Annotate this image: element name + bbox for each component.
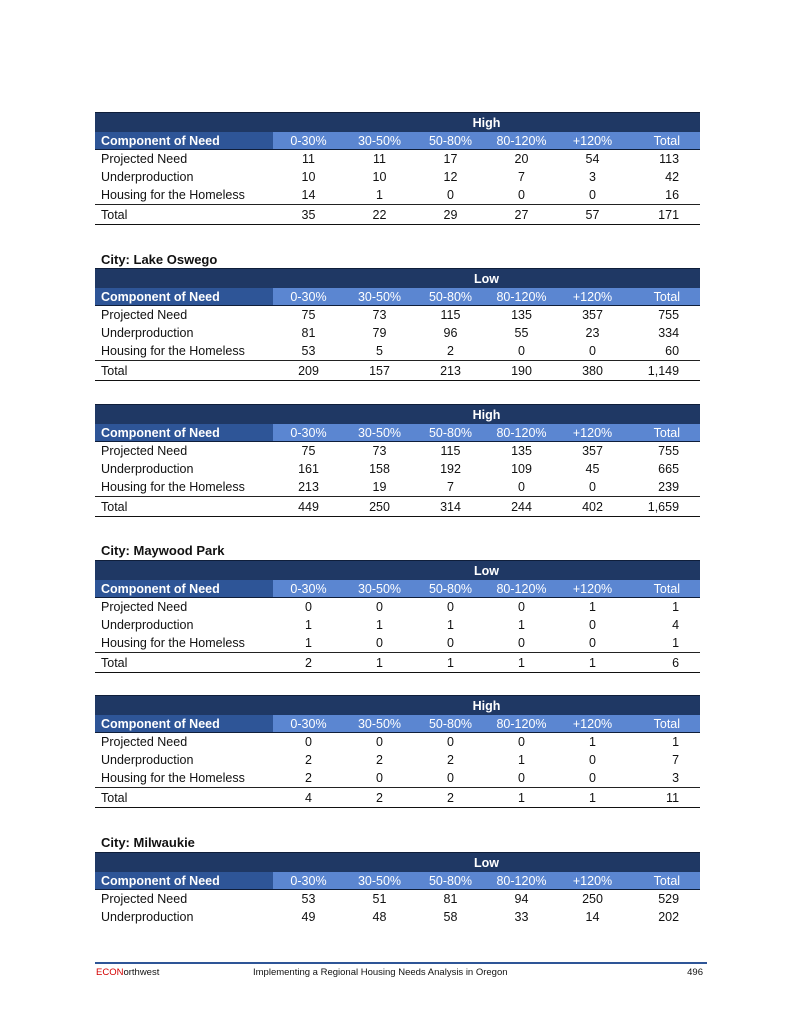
cell-total: 1,149 bbox=[628, 361, 700, 381]
cell-total: 529 bbox=[658, 892, 680, 906]
cell-total: 3 bbox=[628, 769, 700, 788]
cell-total: 4 bbox=[672, 618, 680, 632]
cell: 2 bbox=[415, 788, 486, 808]
table-row-total bbox=[95, 497, 700, 517]
table-row bbox=[95, 306, 700, 325]
band-label: Low bbox=[273, 561, 700, 581]
cell: 0 bbox=[589, 753, 596, 767]
cell: 0 bbox=[344, 634, 415, 653]
cell: 12 bbox=[443, 170, 458, 184]
cell-total: 60 bbox=[628, 342, 700, 361]
cell-total: 665 bbox=[658, 462, 680, 476]
cell: 0 bbox=[305, 600, 312, 614]
cell-total: 1 bbox=[628, 634, 700, 653]
row-label: Housing for the Homeless bbox=[95, 342, 273, 361]
cell: 192 bbox=[440, 462, 461, 476]
cell: 161 bbox=[298, 462, 319, 476]
row-label: Total bbox=[95, 788, 273, 808]
cell: 1 bbox=[376, 618, 383, 632]
header-50-80: 50-80% bbox=[415, 580, 486, 598]
cell-total: 755 bbox=[658, 308, 680, 322]
cell: 0 bbox=[557, 769, 628, 788]
cell: 20 bbox=[514, 152, 529, 166]
cell-total: 7 bbox=[672, 753, 680, 767]
header-0-30: 0-30% bbox=[273, 715, 344, 733]
cell: 17 bbox=[443, 152, 458, 166]
cell: 10 bbox=[372, 170, 387, 184]
housing-need-table bbox=[95, 268, 700, 381]
row-label: Total bbox=[95, 497, 273, 517]
cell: 57 bbox=[557, 205, 628, 225]
cell-total: 755 bbox=[658, 444, 680, 458]
cell: 0 bbox=[557, 186, 628, 205]
cell: 1 bbox=[447, 618, 454, 632]
housing-need-table bbox=[95, 404, 700, 517]
cell: 0 bbox=[415, 634, 486, 653]
table-row bbox=[95, 890, 700, 909]
header-0-30: 0-30% bbox=[273, 288, 344, 306]
cell: 1 bbox=[557, 788, 628, 808]
row-label: Projected Need bbox=[101, 152, 188, 166]
cell-total: 334 bbox=[658, 326, 680, 340]
cell: 1 bbox=[273, 634, 344, 653]
header-0-30: 0-30% bbox=[273, 872, 344, 890]
cell: 0 bbox=[557, 342, 628, 361]
cell: 1 bbox=[344, 653, 415, 673]
cell: 49 bbox=[301, 910, 316, 924]
cell: 96 bbox=[443, 326, 458, 340]
cell: 357 bbox=[582, 308, 603, 322]
cell: 19 bbox=[344, 478, 415, 497]
cell: 2 bbox=[415, 342, 486, 361]
header-80-120: 80-120% bbox=[486, 715, 557, 733]
table-row bbox=[95, 324, 700, 342]
table-row-total bbox=[95, 205, 700, 225]
table-row bbox=[95, 442, 700, 461]
cell: 0 bbox=[376, 600, 383, 614]
housing-need-table bbox=[95, 560, 700, 673]
cell: 2 bbox=[305, 753, 312, 767]
header-component: Component of Need bbox=[95, 580, 273, 598]
cell: 33 bbox=[514, 910, 529, 924]
housing-need-table bbox=[95, 695, 700, 808]
cell: 1 bbox=[344, 186, 415, 205]
row-label: Underproduction bbox=[101, 326, 194, 340]
cell: 79 bbox=[372, 326, 387, 340]
cell: 314 bbox=[415, 497, 486, 517]
cell: 0 bbox=[376, 735, 383, 749]
cell: 402 bbox=[557, 497, 628, 517]
cell: 81 bbox=[443, 892, 458, 906]
table-row-total bbox=[95, 653, 700, 673]
table-row bbox=[95, 460, 700, 478]
header-120-plus: +120% bbox=[557, 132, 628, 150]
cell: 190 bbox=[486, 361, 557, 381]
cell: 250 bbox=[582, 892, 603, 906]
header-120-plus: +120% bbox=[557, 580, 628, 598]
header-50-80: 50-80% bbox=[415, 872, 486, 890]
cell: 250 bbox=[344, 497, 415, 517]
cell: 55 bbox=[514, 326, 529, 340]
city-heading: City: Maywood Park bbox=[101, 543, 225, 558]
cell: 51 bbox=[372, 892, 387, 906]
cell-total: 42 bbox=[665, 170, 680, 184]
cell-total: 1 bbox=[672, 600, 680, 614]
row-label: Underproduction bbox=[101, 618, 194, 632]
table-row bbox=[95, 342, 700, 361]
row-label: Projected Need bbox=[101, 735, 188, 749]
table-row bbox=[95, 769, 700, 788]
cell: 10 bbox=[301, 170, 316, 184]
header-component: Component of Need bbox=[95, 715, 273, 733]
row-label: Projected Need bbox=[101, 308, 188, 322]
header-total: Total bbox=[628, 580, 700, 598]
housing-need-table bbox=[95, 852, 700, 926]
header-120-plus: +120% bbox=[557, 872, 628, 890]
cell: 357 bbox=[582, 444, 603, 458]
cell: 135 bbox=[511, 444, 532, 458]
header-0-30: 0-30% bbox=[273, 424, 344, 442]
cell: 2 bbox=[344, 788, 415, 808]
header-total: Total bbox=[628, 132, 700, 150]
cell-total: 11 bbox=[628, 788, 700, 808]
header-120-plus: +120% bbox=[557, 288, 628, 306]
table-high-continued bbox=[95, 112, 700, 225]
cell: 0 bbox=[415, 186, 486, 205]
row-label: Underproduction bbox=[101, 462, 194, 476]
table-lake-oswego-low bbox=[95, 268, 700, 381]
row-label: Total bbox=[95, 361, 273, 381]
table-maywood-park-low bbox=[95, 560, 700, 673]
cell: 0 bbox=[305, 735, 312, 749]
cell: 27 bbox=[486, 205, 557, 225]
cell: 2 bbox=[273, 653, 344, 673]
header-50-80: 50-80% bbox=[415, 132, 486, 150]
header-80-120: 80-120% bbox=[486, 872, 557, 890]
row-label: Projected Need bbox=[101, 444, 188, 458]
header-50-80: 50-80% bbox=[415, 715, 486, 733]
cell: 0 bbox=[447, 600, 454, 614]
header-50-80: 50-80% bbox=[415, 288, 486, 306]
cell: 158 bbox=[369, 462, 390, 476]
cell-total: 113 bbox=[659, 152, 680, 166]
band-label: High bbox=[273, 696, 700, 716]
cell: 94 bbox=[514, 892, 529, 906]
table-maywood-park-high bbox=[95, 695, 700, 808]
band-label: Low bbox=[273, 269, 700, 289]
city-heading: City: Lake Oswego bbox=[101, 252, 218, 267]
cell: 109 bbox=[511, 462, 532, 476]
header-0-30: 0-30% bbox=[273, 132, 344, 150]
cell: 380 bbox=[557, 361, 628, 381]
cell: 213 bbox=[273, 478, 344, 497]
cell: 209 bbox=[273, 361, 344, 381]
table-row bbox=[95, 634, 700, 653]
cell: 0 bbox=[486, 769, 557, 788]
table-row bbox=[95, 598, 700, 617]
header-80-120: 80-120% bbox=[486, 288, 557, 306]
cell: 1 bbox=[518, 618, 525, 632]
cell: 2 bbox=[447, 753, 454, 767]
header-total: Total bbox=[628, 424, 700, 442]
header-80-120: 80-120% bbox=[486, 424, 557, 442]
cell-total: 16 bbox=[628, 186, 700, 205]
cell: 1 bbox=[557, 653, 628, 673]
housing-need-table bbox=[95, 112, 700, 225]
cell: 1 bbox=[486, 788, 557, 808]
cell: 1 bbox=[415, 653, 486, 673]
row-label: Housing for the Homeless bbox=[95, 478, 273, 497]
header-80-120: 80-120% bbox=[486, 580, 557, 598]
band-label: High bbox=[273, 405, 700, 425]
cell: 73 bbox=[372, 444, 387, 458]
cell: 54 bbox=[585, 152, 600, 166]
cell: 244 bbox=[486, 497, 557, 517]
cell: 0 bbox=[486, 634, 557, 653]
cell: 0 bbox=[557, 634, 628, 653]
cell-total: 171 bbox=[628, 205, 700, 225]
cell: 3 bbox=[589, 170, 596, 184]
cell: 0 bbox=[486, 186, 557, 205]
cell: 0 bbox=[344, 769, 415, 788]
table-row bbox=[95, 616, 700, 634]
cell: 14 bbox=[273, 186, 344, 205]
cell-total: 202 bbox=[658, 910, 680, 924]
header-80-120: 80-120% bbox=[486, 132, 557, 150]
row-label: Underproduction bbox=[101, 170, 194, 184]
row-label: Underproduction bbox=[101, 753, 194, 767]
cell: 0 bbox=[486, 478, 557, 497]
cell: 22 bbox=[344, 205, 415, 225]
band-label: Low bbox=[273, 853, 700, 873]
city-heading: City: Milwaukie bbox=[101, 835, 195, 850]
row-label: Underproduction bbox=[101, 910, 194, 924]
cell: 5 bbox=[344, 342, 415, 361]
page-number: 496 bbox=[687, 967, 703, 978]
cell: 115 bbox=[440, 444, 461, 458]
header-component: Component of Need bbox=[95, 872, 273, 890]
cell: 14 bbox=[585, 910, 600, 924]
row-label: Housing for the Homeless bbox=[95, 769, 273, 788]
cell: 75 bbox=[301, 308, 316, 322]
table-lake-oswego-high bbox=[95, 404, 700, 517]
table-milwaukie-low bbox=[95, 852, 700, 926]
cell: 53 bbox=[273, 342, 344, 361]
header-50-80: 50-80% bbox=[415, 424, 486, 442]
cell: 0 bbox=[415, 769, 486, 788]
cell: 157 bbox=[344, 361, 415, 381]
header-0-30: 0-30% bbox=[273, 580, 344, 598]
cell: 135 bbox=[511, 308, 532, 322]
header-total: Total bbox=[628, 288, 700, 306]
header-120-plus: +120% bbox=[557, 715, 628, 733]
cell: 1 bbox=[305, 618, 312, 632]
table-row bbox=[95, 150, 700, 169]
cell: 53 bbox=[301, 892, 316, 906]
cell: 4 bbox=[273, 788, 344, 808]
header-30-50: 30-50% bbox=[344, 715, 415, 733]
cell: 35 bbox=[273, 205, 344, 225]
cell: 73 bbox=[372, 308, 387, 322]
table-row bbox=[95, 751, 700, 769]
cell: 0 bbox=[486, 342, 557, 361]
row-label: Total bbox=[95, 653, 273, 673]
table-row bbox=[95, 168, 700, 186]
row-label: Projected Need bbox=[101, 600, 188, 614]
cell: 11 bbox=[302, 152, 315, 166]
header-component: Component of Need bbox=[95, 424, 273, 442]
cell: 115 bbox=[440, 308, 461, 322]
cell: 0 bbox=[518, 600, 525, 614]
cell: 45 bbox=[585, 462, 600, 476]
cell: 1 bbox=[589, 735, 596, 749]
cell: 23 bbox=[585, 326, 600, 340]
band-label: High bbox=[273, 113, 700, 133]
cell: 75 bbox=[301, 444, 316, 458]
cell-total: 1,659 bbox=[628, 497, 700, 517]
header-30-50: 30-50% bbox=[344, 132, 415, 150]
cell: 1 bbox=[486, 653, 557, 673]
table-row-total bbox=[95, 361, 700, 381]
cell: 81 bbox=[301, 326, 316, 340]
cell: 0 bbox=[447, 735, 454, 749]
cell: 1 bbox=[589, 600, 596, 614]
cell: 48 bbox=[372, 910, 387, 924]
brand-logo bbox=[96, 967, 159, 978]
table-row bbox=[95, 908, 700, 926]
header-total: Total bbox=[628, 715, 700, 733]
header-120-plus: +120% bbox=[557, 424, 628, 442]
row-label: Projected Need bbox=[101, 892, 188, 906]
row-label: Housing for the Homeless bbox=[95, 634, 273, 653]
header-30-50: 30-50% bbox=[344, 424, 415, 442]
row-label: Housing for the Homeless bbox=[95, 186, 273, 205]
cell: 7 bbox=[518, 170, 525, 184]
header-30-50: 30-50% bbox=[344, 288, 415, 306]
page-footer bbox=[95, 962, 707, 980]
cell: 58 bbox=[443, 910, 458, 924]
cell-total: 6 bbox=[628, 653, 700, 673]
cell: 0 bbox=[557, 478, 628, 497]
table-row bbox=[95, 186, 700, 205]
brand-rest: orthwest bbox=[123, 967, 160, 978]
header-30-50: 30-50% bbox=[344, 580, 415, 598]
header-30-50: 30-50% bbox=[344, 872, 415, 890]
cell: 2 bbox=[376, 753, 383, 767]
cell: 29 bbox=[415, 205, 486, 225]
table-row-total bbox=[95, 788, 700, 808]
cell: 2 bbox=[273, 769, 344, 788]
header-total: Total bbox=[628, 872, 700, 890]
cell: 449 bbox=[273, 497, 344, 517]
cell: 0 bbox=[589, 618, 596, 632]
row-label: Total bbox=[95, 205, 273, 225]
cell: 7 bbox=[415, 478, 486, 497]
cell: 11 bbox=[373, 152, 386, 166]
cell-total: 1 bbox=[672, 735, 680, 749]
table-row bbox=[95, 478, 700, 497]
document-title: Implementing a Regional Housing Needs Analysis in Oregon bbox=[253, 967, 508, 978]
brand-accent: ECON bbox=[96, 967, 124, 978]
cell: 0 bbox=[518, 735, 525, 749]
header-component: Component of Need bbox=[95, 288, 273, 306]
cell-total: 239 bbox=[628, 478, 700, 497]
cell: 1 bbox=[518, 753, 525, 767]
table-row bbox=[95, 733, 700, 752]
cell: 213 bbox=[415, 361, 486, 381]
header-component: Component of Need bbox=[95, 132, 273, 150]
